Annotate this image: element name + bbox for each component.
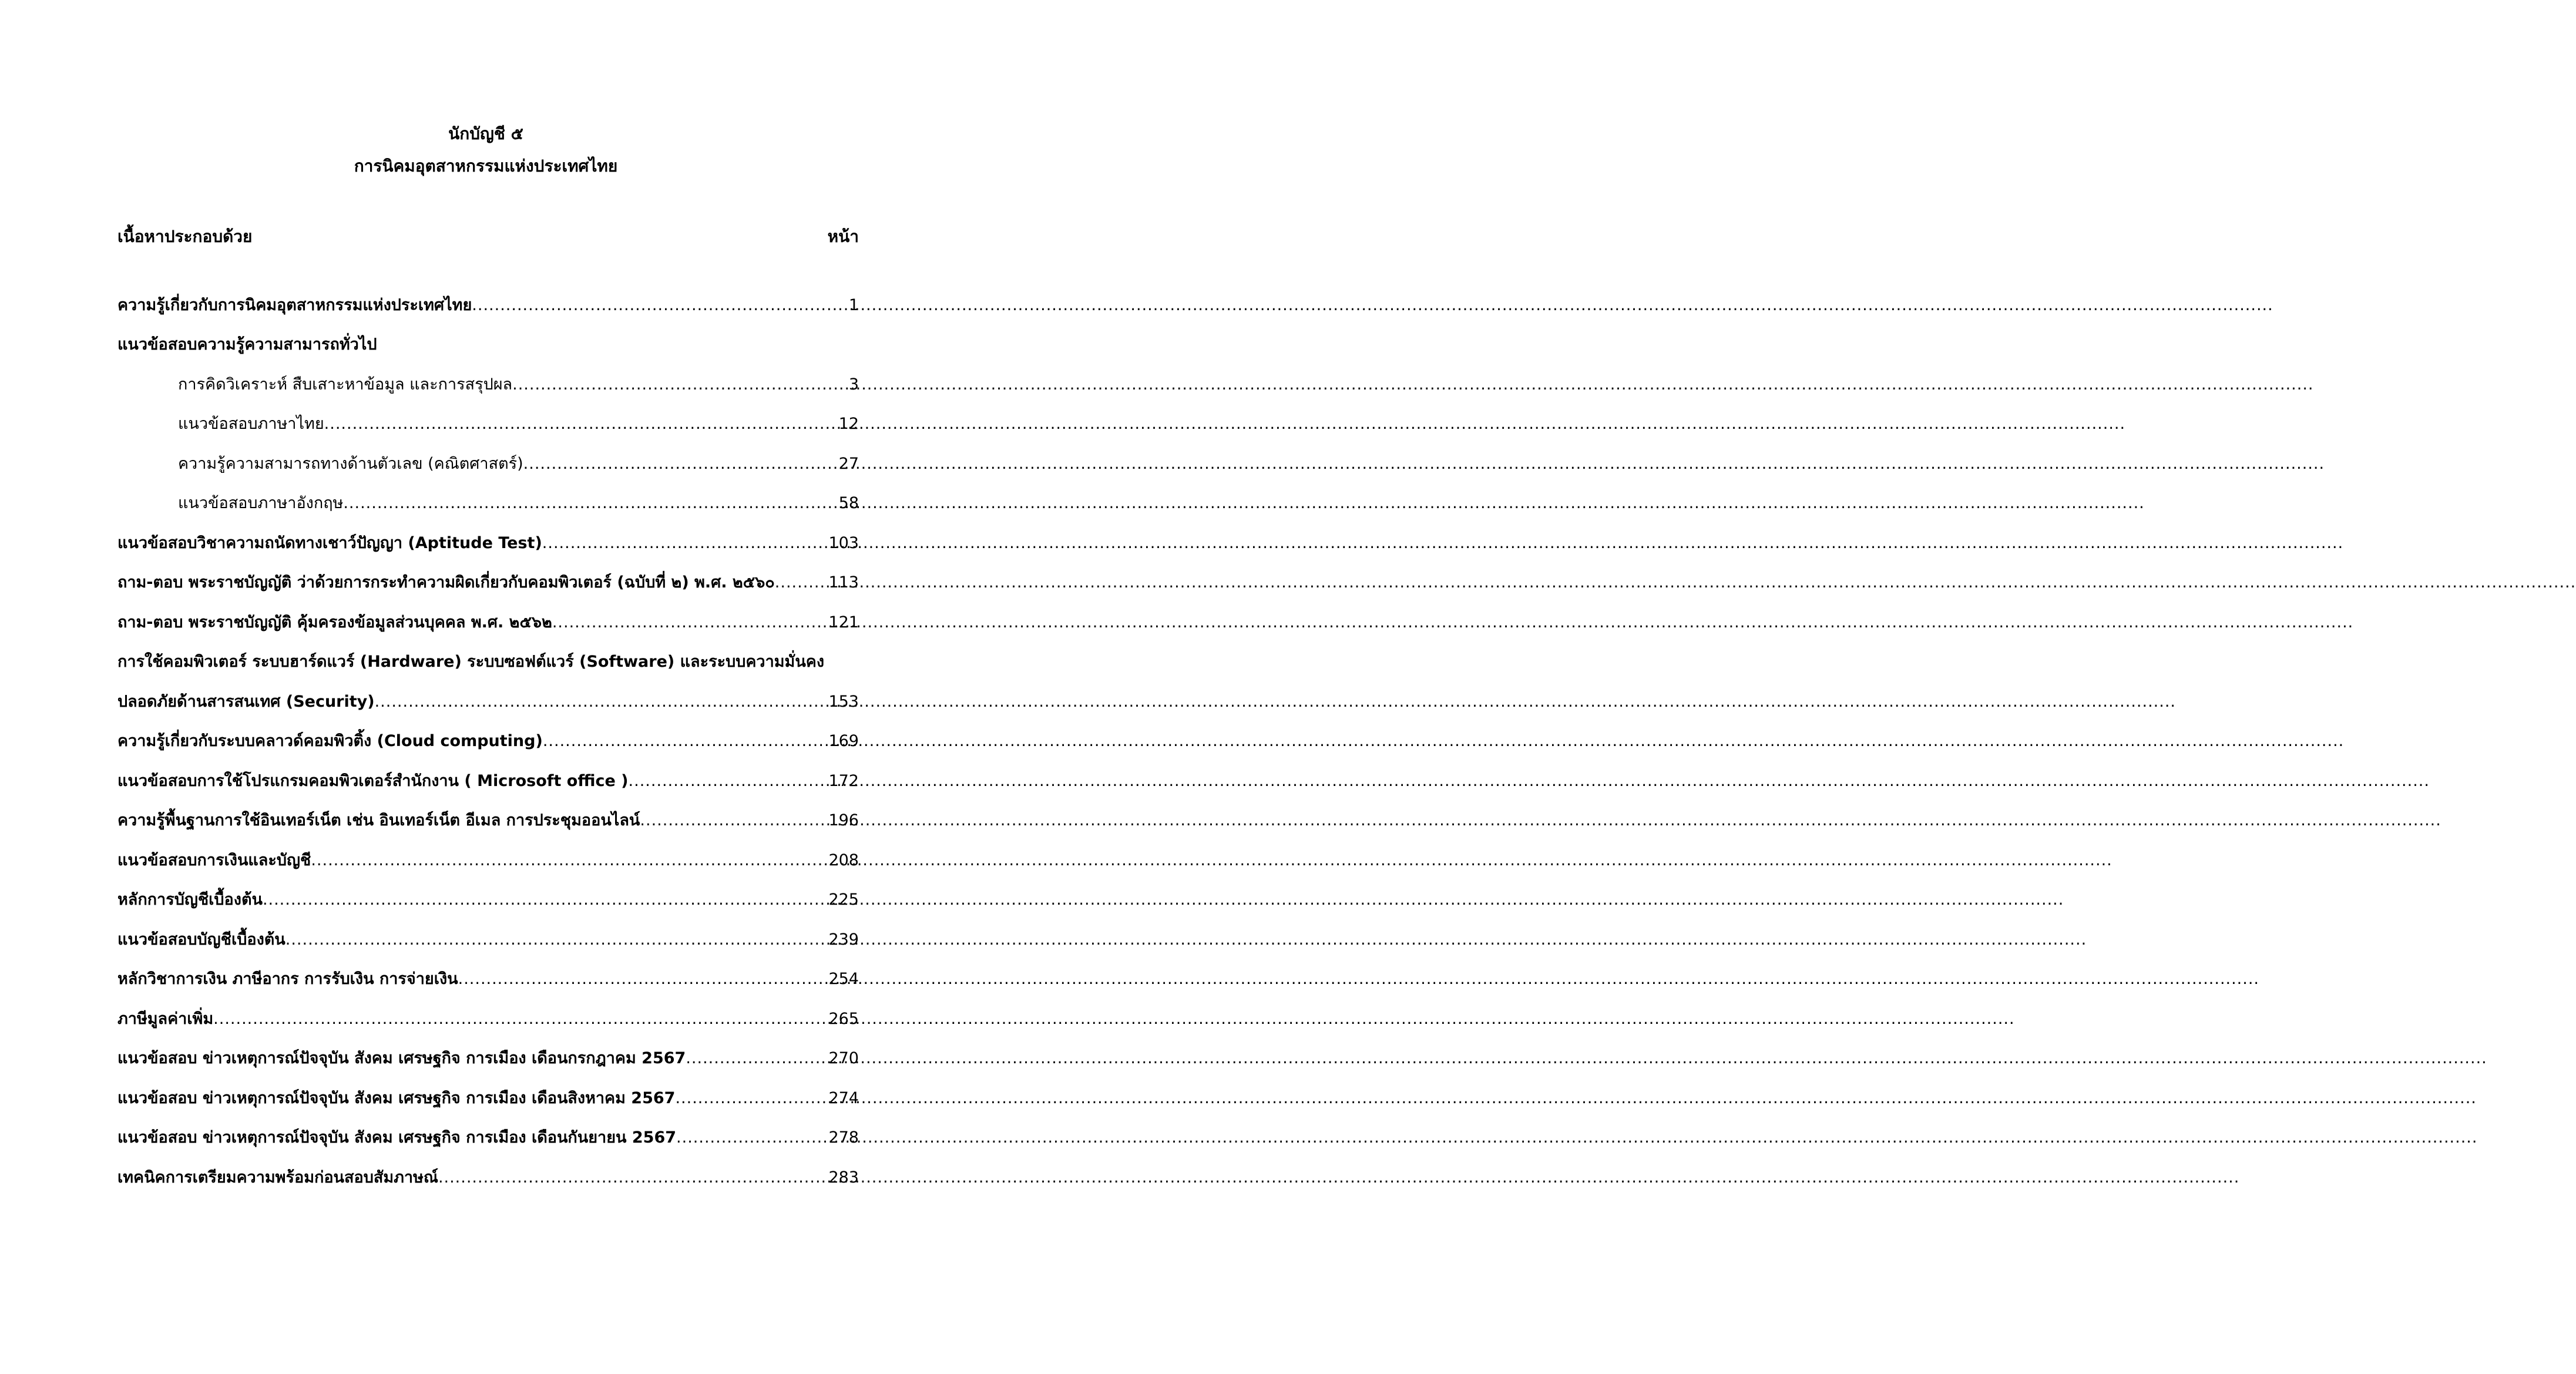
toc-entry-page: 265 bbox=[828, 1010, 859, 1028]
toc-entry bbox=[178, 412, 859, 436]
document-page bbox=[0, 0, 972, 1374]
toc-entry-page: 121 bbox=[828, 613, 859, 631]
toc-leader-dots bbox=[676, 1126, 828, 1150]
toc-entry bbox=[117, 1047, 859, 1070]
toc-leader-dots bbox=[472, 294, 849, 317]
toc-entry bbox=[117, 849, 859, 872]
toc-entry bbox=[178, 492, 859, 515]
toc-entry-page: 113 bbox=[828, 573, 859, 592]
toc-entry-label: ความรู้เกี่ยวกับระบบคลาวด์คอมพิวติ้ง (Cloud computing) bbox=[117, 732, 543, 750]
toc-entry-label: ความรู้ความสามารถทางด้านตัวเลข (คณิตศาสตร์) bbox=[178, 455, 523, 473]
toc-header-contents: เนื้อหาประกอบด้วย bbox=[117, 227, 253, 246]
toc-entry-label: หลักวิชาการเงิน ภาษีอากร การรับเงิน การจ่ายเงิน bbox=[117, 970, 458, 988]
toc-entry-page: 12 bbox=[838, 415, 859, 433]
toc-leader-dots bbox=[552, 611, 829, 634]
toc-leader-dots bbox=[512, 373, 849, 397]
toc-entry bbox=[117, 532, 859, 555]
toc-entry-page: 254 bbox=[828, 970, 859, 988]
toc-entry-label: แนวข้อสอบการเงินและบัญชี bbox=[117, 851, 311, 869]
toc-entry bbox=[117, 1126, 859, 1150]
toc-entry-label: แนวข้อสอบ ข่าวเหตุการณ์ปัจจุบัน สังคม เศรษฐกิจ การเมือง เดือนกันยายน 2567 bbox=[117, 1128, 677, 1147]
toc-entry-page: 103 bbox=[828, 534, 859, 552]
toc-entry-page: 172 bbox=[828, 772, 859, 790]
document-subtitle: การนิคมอุตสาหกรรมแห่งประเทศไทย bbox=[354, 156, 618, 176]
toc-entry bbox=[117, 967, 859, 991]
toc-leader-dots bbox=[543, 730, 829, 753]
toc-entry-label: แนวข้อสอบ ข่าวเหตุการณ์ปัจจุบัน สังคม เศรษฐกิจ การเมือง เดือนสิงหาคม 2567 bbox=[117, 1089, 676, 1107]
toc-leader-dots bbox=[343, 492, 838, 515]
toc-leader-dots bbox=[775, 571, 829, 594]
toc-leader-dots bbox=[375, 690, 829, 714]
toc-header-page: หน้า bbox=[827, 227, 859, 246]
toc-entry bbox=[117, 1007, 859, 1031]
toc-entry-page: 196 bbox=[828, 811, 859, 829]
toc-leader-dots bbox=[675, 1087, 828, 1110]
toc-entry-page: 1 bbox=[848, 296, 859, 314]
toc-entry bbox=[117, 928, 859, 952]
toc-entry bbox=[178, 373, 859, 397]
toc-entry bbox=[117, 1087, 859, 1110]
toc-leader-dots bbox=[629, 770, 829, 793]
toc-entry bbox=[178, 452, 859, 476]
toc-entry bbox=[117, 571, 859, 594]
toc-entry-label: เทคนิคการเตรียมความพร้อมก่อนสอบสัมภาษณ์ bbox=[117, 1168, 438, 1187]
toc-entry-page: 58 bbox=[838, 494, 859, 512]
toc-leader-dots bbox=[523, 452, 839, 476]
toc-entry-label: ถาม-ตอบ พระราชบัญญัติ คุ้มครองข้อมูลส่วนบุคคล พ.ศ. ๒๕๖๒ bbox=[117, 613, 552, 631]
toc-leader-dots bbox=[438, 1166, 829, 1190]
toc-entry-page: 153 bbox=[828, 693, 859, 711]
toc-entry-page: 27 bbox=[838, 455, 859, 473]
toc-entry-label: แนวข้อสอบภาษาอังกฤษ bbox=[178, 494, 344, 512]
toc-entry bbox=[117, 1166, 859, 1190]
toc-entry-page: 225 bbox=[828, 891, 859, 909]
toc-leader-dots bbox=[324, 412, 839, 436]
toc-entry-page: 3 bbox=[848, 375, 859, 394]
toc-entry-label: ความรู้เกี่ยวกับการนิคมอุตสาหกรรมแห่งประเทศไทย bbox=[117, 296, 472, 314]
toc-leader-dots bbox=[640, 809, 828, 832]
toc-entry bbox=[117, 770, 859, 793]
toc-entry bbox=[117, 730, 859, 753]
toc-entry bbox=[117, 611, 859, 634]
toc-entry bbox=[117, 333, 859, 357]
toc-entry bbox=[117, 650, 859, 674]
toc-entry-page: 239 bbox=[828, 930, 859, 949]
toc-entry bbox=[117, 294, 859, 317]
toc-entry-page: 278 bbox=[828, 1128, 859, 1147]
toc-entry bbox=[117, 888, 859, 912]
toc-entry-label: แนวข้อสอบ ข่าวเหตุการณ์ปัจจุบัน สังคม เศรษฐกิจ การเมือง เดือนกรกฎาคม 2567 bbox=[117, 1049, 686, 1067]
toc-leader-dots bbox=[542, 532, 829, 555]
document-title: นักบัญชี ๕ bbox=[448, 124, 523, 143]
toc-leader-dots bbox=[286, 928, 829, 952]
toc-entry-page: 283 bbox=[828, 1168, 859, 1187]
toc-entry-label: ถาม-ตอบ พระราชบัญญัติ ว่าด้วยการกระทำความผิดเกี่ยวกับคอมพิวเตอร์ (ฉบับที่ ๒) พ.ศ. ๒๕๖๐ bbox=[117, 573, 775, 592]
toc-entry-label: การคิดวิเคราะห์ สืบเสาะหาข้อมูล และการสรุปผล bbox=[178, 375, 513, 394]
toc-entry-page: 270 bbox=[828, 1049, 859, 1067]
toc-entry-page: 169 bbox=[828, 732, 859, 750]
toc-entry-label: หลักการบัญชีเบื้องต้น bbox=[117, 891, 263, 909]
toc-entry-label: ความรู้พื้นฐานการใช้อินเทอร์เน็ต เช่น อินเทอร์เน็ต อีเมล การประชุมออนไลน์ bbox=[117, 811, 640, 829]
toc-entry-label: การใช้คอมพิวเตอร์ ระบบฮาร์ดแวร์ (Hardware) ระบบซอฟต์แวร์ (Software) และระบบความมั่นคง bbox=[117, 653, 825, 671]
toc-entry-page: 274 bbox=[828, 1089, 859, 1107]
toc-leader-dots bbox=[458, 967, 829, 991]
toc-entry-label: ภาษีมูลค่าเพิ่ม bbox=[117, 1010, 214, 1028]
toc-entry-label: แนวข้อสอบบัญชีเบื้องต้น bbox=[117, 930, 286, 949]
toc-entry bbox=[117, 809, 859, 832]
toc-entry-label: แนวข้อสอบการใช้โปรแกรมคอมพิวเตอร์สำนักงาน ( Microsoft office ) bbox=[117, 772, 629, 790]
toc-leader-dots bbox=[311, 849, 828, 872]
toc-entry-label: แนวข้อสอบวิชาความถนัดทางเชาว์ปัญญา (Aptitude Test) bbox=[117, 534, 542, 552]
toc-entry-label: ปลอดภัยด้านสารสนเทศ (Security) bbox=[117, 693, 375, 711]
toc-leader-dots bbox=[213, 1007, 828, 1031]
toc-leader-dots bbox=[686, 1047, 828, 1070]
toc-entry-page: 208 bbox=[828, 851, 859, 869]
toc-entry bbox=[117, 690, 859, 714]
toc-header bbox=[117, 225, 859, 248]
toc-entry-label: แนวข้อสอบภาษาไทย bbox=[178, 415, 324, 433]
toc-entry-label: แนวข้อสอบความรู้ความสามารถทั่วไป bbox=[117, 335, 377, 354]
toc-leader-dots bbox=[263, 888, 829, 912]
